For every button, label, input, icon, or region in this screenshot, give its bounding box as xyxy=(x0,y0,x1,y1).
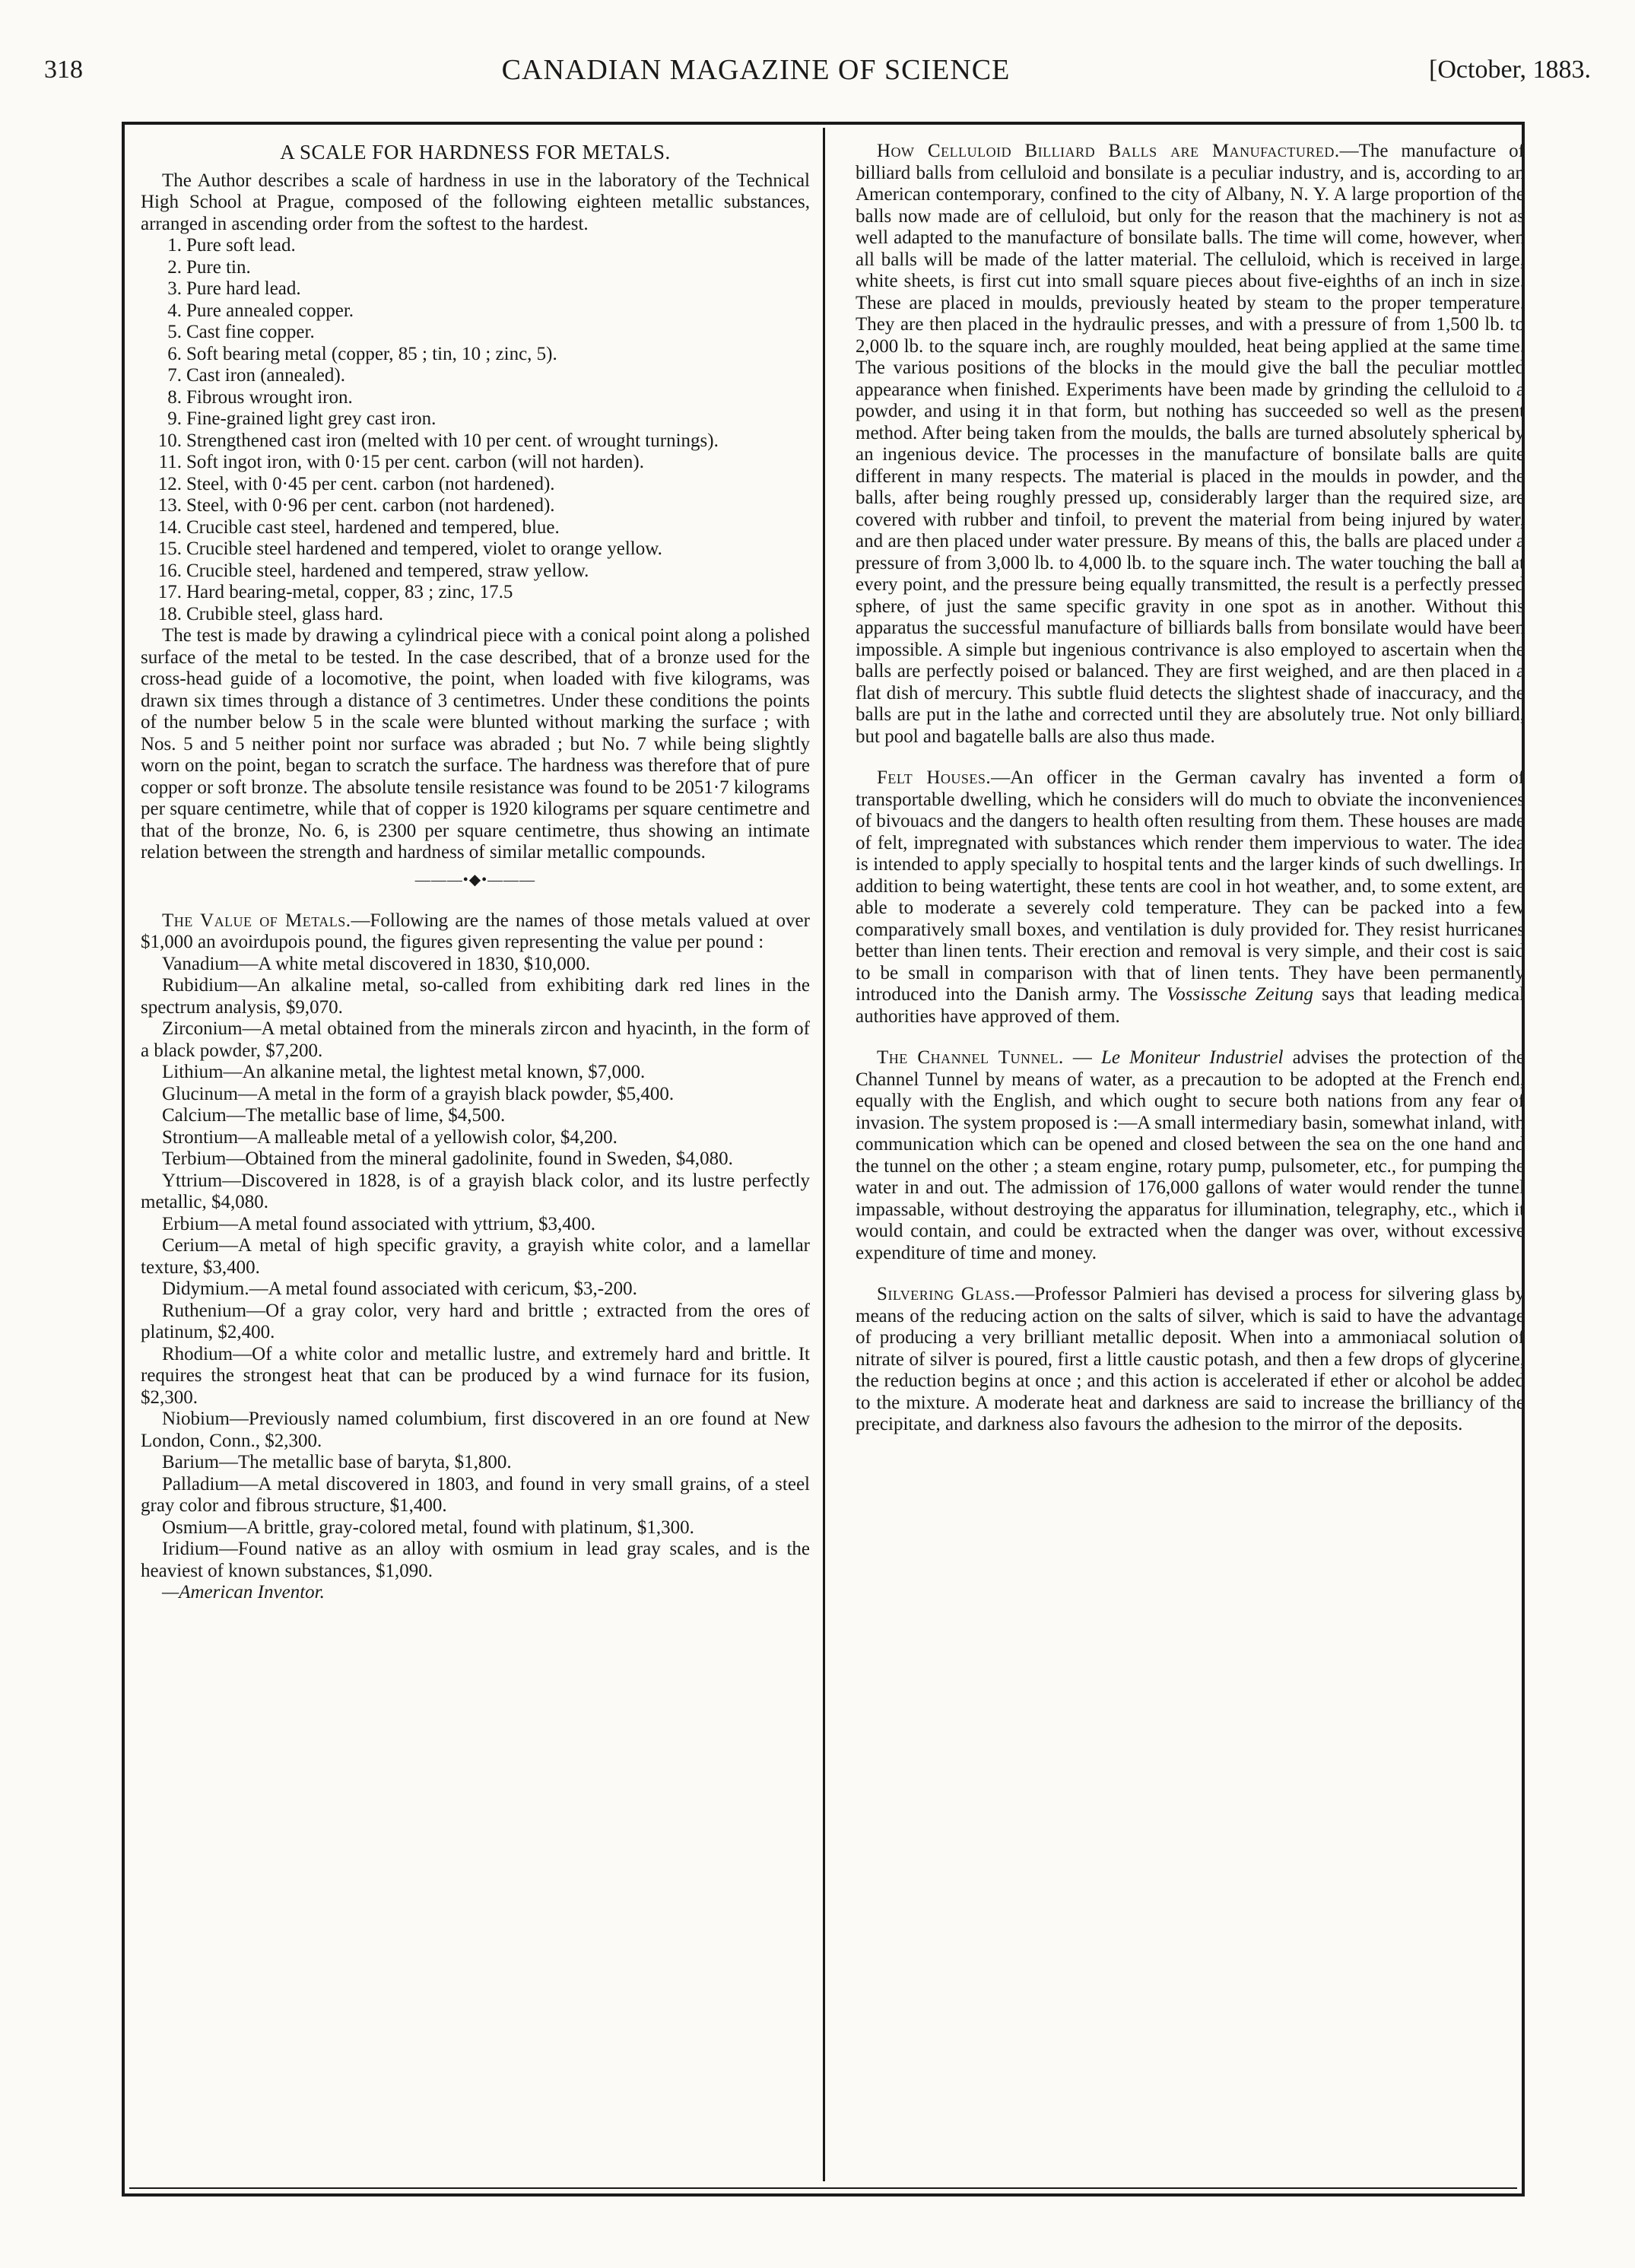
list-item: 17. Hard bearing-metal, copper, 83 ; zinc, 17.5 xyxy=(157,582,513,603)
article-heading-silvering: Silvering Glass. xyxy=(877,1284,1016,1304)
article-heading-hardness: A SCALE FOR HARDNESS FOR METALS. xyxy=(280,141,671,164)
list-item: Lithium—An alkanine metal, the lightest metal known, $7,000. xyxy=(162,1062,646,1083)
running-head xyxy=(44,47,1591,93)
hardness-intro: The Author describes a scale of hardness in use in the laboratory of the Technical High School at Prague, composed of the following eighteen metallic substances, arranged in ascending order from the softest to the hardest. xyxy=(141,170,810,234)
list-item: Barium—The metallic base of baryta, $1,800. xyxy=(162,1452,512,1473)
article-heading-felt: Felt Houses. xyxy=(877,767,992,788)
column-rule xyxy=(823,128,825,2181)
list-item: Vanadium—A white metal discovered in 1830, $10,000. xyxy=(162,953,591,974)
list-item: Palladium—A metal discovered in 1803, and found in very small grains, of a steel gray color and fibrous structure, $1,400. xyxy=(141,1473,810,1517)
list-item: 16. Crucible steel, hardened and tempered, straw yellow. xyxy=(157,560,589,581)
list-item: 12. Steel, with 0·45 per cent. carbon (not hardened). xyxy=(157,473,555,494)
list-item: Zirconium—A metal obtained from the minerals zircon and hyacinth, in the form of a black powder, $7,200. xyxy=(141,1018,810,1061)
article-heading-value: The Value of Metals. xyxy=(162,910,351,931)
list-item: Cerium—A metal of high specific gravity, a grayish white color, and a lamellar texture, $3,400. xyxy=(141,1235,810,1278)
list-item: 13. Steel, with 0·96 per cent. carbon (not hardened). xyxy=(157,495,555,516)
list-item: 2. Pure tin. xyxy=(167,256,251,278)
list-item: 15. Crucible steel hardened and tempered, violet to orange yellow. xyxy=(157,538,662,560)
value-of-metals-intro: The Value of Metals.—Following are the names of those metals valued at over $1,000 an avoirdupois pound, the figures given representing the value per pound : xyxy=(141,910,810,953)
list-item: 10. Strengthened cast iron (melted with 10 per cent. of wrought turnings). xyxy=(157,430,719,451)
list-item: Osmium—A brittle, gray-colored metal, found with platinum, $1,300. xyxy=(162,1517,694,1538)
list-item: 6. Soft bearing metal (copper, 85 ; tin, 10 ; zinc, 5). xyxy=(167,343,557,364)
list-item: 5. Cast fine copper. xyxy=(167,322,315,343)
billiard-article: How Celluloid Billiard Balls are Manufactured.—The manufacture of billiard balls from celluloid and bonsilate is a peculiar industry, and is, according to an American contemporary, confined to the city of Albany, N. Y. A large proportion of the balls now made are of celluloid, but only for the reason that the machinery is not as well adapted to the manufacture of bonsilate balls. The time will come, however, when all balls will be made of the latter material. The celluloid, which is received in large, white sheets, is first cut into small square pieces about five-eighths of an inch in size. These are placed in moulds, previously heated by steam to the proper temperature. They are then placed in the hydraulic presses, and with a pressure of from 1,500 lb. to 2,000 lb. to the square inch, are roughly moulded, heat being applied at the same time. The various positions of the blocks in the mould give the ball the peculiar mottled appearance when finished. Experiments have been made by grinding the celluloid to a powder, and using it in that form, but nothing has succeeded so well as the present method. After being taken from the moulds, the balls are turned absolutely spherical by an ingenious device. The processes in the manufacture of bonsilate balls are quite different in many respects. The material is placed in the moulds in powder, and the balls, after being roughly pressed up, considerably larger than the required size, are covered with rubber and tinfoil, to prevent the material from being injured by water, and are then placed under water pressure. By means of this, the balls are placed under a pressure of from 3,000 lb. to 4,000 lb. to the square inch. The water touching the ball at every point, and the pressure being equally transmitted, the result is a perfectly pressed sphere, of just the same specific gravity in one spot as in another. Without this apparatus the successful manufacture of billiards balls from bonsilate would have been impossible. A simple but ingenious contrivance is also employed to ascertain when the balls are perfectly poised or balanced. They are first weighed, and are then placed in a flat dish of mercury. This subtle fluid detects the slightest shade of inaccuracy, and the balls are put in the lathe and corrected until they are absolutely true. Not only billiard, but pool and bagatelle balls are also thus made. xyxy=(856,141,1525,747)
hardness-body: The test is made by drawing a cylindrical piece with a conical point along a polished surface of the metal to be tested. In the case described, that of a bronze used for the cross-head guide of a locomotive, the point, when loaded with five kilograms, was drawn six times through a distance of 3 centimetres. Under these conditions the points of the number below 5 in the scale were blunted without marking the surface ; with Nos. 5 and 5 neither point nor surface was abraded ; but No. 7 while being slightly worn on the point, began to scratch the surface. The hardness was therefore that of pure copper or soft bronze. The absolute tensile resistance was found to be 2051·7 kilograms per square centimetre, while that of copper is 1920 kilograms per square centimetre and that of the bronze, No. 6, is 2300 per square centimetre, thus showing an intimate relation between the strength and hardness of similar metallic compounds. xyxy=(141,625,810,863)
list-item: Rubidium—An alkaline metal, so-called from exhibiting dark red lines in the spectrum analysis, $9,070. xyxy=(141,975,810,1018)
list-item: 4. Pure annealed copper. xyxy=(167,300,354,321)
list-item: 7. Cast iron (annealed). xyxy=(167,365,345,386)
list-item: Ruthenium—Of a gray color, very hard and brittle ; extracted from the ores of platinum, $2,400. xyxy=(141,1300,810,1343)
magazine-title: CANADIAN MAGAZINE OF SCIENCE xyxy=(501,54,1011,86)
source-credit: —American Inventor. xyxy=(162,1582,325,1603)
section-divider: ———•◆•——— xyxy=(414,871,536,888)
list-item: Strontium—A malleable metal of a yellowish color, $4,200. xyxy=(162,1126,617,1148)
page-number: 318 xyxy=(44,56,83,84)
list-item: Erbium—A metal found associated with yttrium, $3,400. xyxy=(162,1213,596,1234)
newspaper-name: Vossissche Zeitung xyxy=(1166,984,1313,1005)
list-item: 3. Pure hard lead. xyxy=(167,278,301,300)
list-item: 9. Fine-grained light grey cast iron. xyxy=(167,408,437,430)
list-item: 11. Soft ingot iron, with 0·15 per cent. carbon (will not harden). xyxy=(158,452,644,473)
issue-date: [October, 1883. xyxy=(1429,56,1591,84)
list-item: Terbium—Obtained from the mineral gadolinite, found in Sweden, $4,080. xyxy=(162,1148,733,1170)
right-column xyxy=(856,141,1525,2187)
article-heading-channel: The Channel Tunnel. xyxy=(877,1047,1064,1068)
list-item: 8. Fibrous wrought iron. xyxy=(167,386,353,408)
left-column xyxy=(141,141,810,2187)
journal-name: Le Moniteur Industriel xyxy=(1100,1047,1284,1068)
silvering-article: Silvering Glass.—Professor Palmieri has devised a process for silvering glass by means of the reducing action on the salts of silver, which is said to have the advantage of producing a very brilliant metallic deposit. When into a ammoniacal solution of nitrate of silver is poured, first a little caustic potash, and then a few drops of glycerine, the reduction begins at once ; and this action is accelerated if ether or alcohol be added to the mixture. A moderate heat and darkness are said to increase the brilliancy of the precipitate, and darkness also favours the adhesion to the mirror of the deposits. xyxy=(856,1284,1525,1434)
list-item: 1. Pure soft lead. xyxy=(167,235,296,256)
channel-article: The Channel Tunnel. — Le Moniteur Industriel advises the protection of the Channel Tunnel by means of water, as a precaution to be adopted at the French end, equally with the English, and which ought to secure both nations from any fear of invasion. The system proposed is :—A small intermediary basin, somewhat inland, with communication which can be opened and closed between the sea on the one hand and the tunnel on the other ; a steam engine, rotary pump, pulsometer, etc., for pumping the water in and out. The admission of 176,000 gallons of water would render the tunnel impassable, without destroying the apparatus for illumination, telegraphy, etc., which it would contain, and could be extracted when the danger was over, without excessive expenditure of time and money. xyxy=(856,1047,1525,1263)
list-item: 18. Crubible steel, glass hard. xyxy=(157,603,383,624)
list-item: Didymium.—A metal found associated with cericum, $3,-200. xyxy=(162,1279,637,1300)
list-item: Yttrium—Discovered in 1828, is of a grayish black color, and its lustre perfectly metallic, $4,080. xyxy=(141,1170,810,1213)
list-item: Glucinum—A metal in the form of a grayish black powder, $5,400. xyxy=(162,1083,675,1104)
list-item: 14. Crucible cast steel, hardened and tempered, blue. xyxy=(157,516,560,538)
hardness-list xyxy=(141,235,810,625)
list-item: Rhodium—Of a white color and metallic lustre, and extremely hard and brittle. It requires the strongest heat that can be produced by a wind furnace for its fusion, $2,300. xyxy=(141,1343,810,1408)
list-item: Niobium—Previously named columbium, first discovered in an ore found at New London, Conn., $2,300. xyxy=(141,1409,810,1451)
article-heading-billiard: How Celluloid Billiard Balls are Manufactured. xyxy=(877,141,1340,161)
list-item: Calcium—The metallic base of lime, $4,500. xyxy=(162,1105,506,1126)
list-item: Iridium—Found native as an alloy with osmium in lead gray scales, and is the heaviest of known substances, $1,090. xyxy=(141,1539,810,1581)
felt-article: Felt Houses.—An officer in the German cavalry has invented a form of transportable dwelling, which he considers will do much to obviate the inconveniences of bivouacs and the dangers to health often resulting from them. These houses are made of felt, impregnated with substances which render them impervious to water. The idea is intended to apply specially to hospital tents and the larger kinds of such dwellings. In addition to being watertight, these tents are cool in hot weather, and, to some extent, are able to moderate a severely cold temperature. They can be packed into a few comparatively small boxes, and ventilation is duly provided for. They resist hurricanes better than linen tents. Their erection and removal is very simple, and their cost is said to be small in comparison with that of linen tents. They have been permanently introduced into the Danish army. The Vossissche Zeitung says that leading medical authorities have approved of them. xyxy=(856,767,1525,1027)
